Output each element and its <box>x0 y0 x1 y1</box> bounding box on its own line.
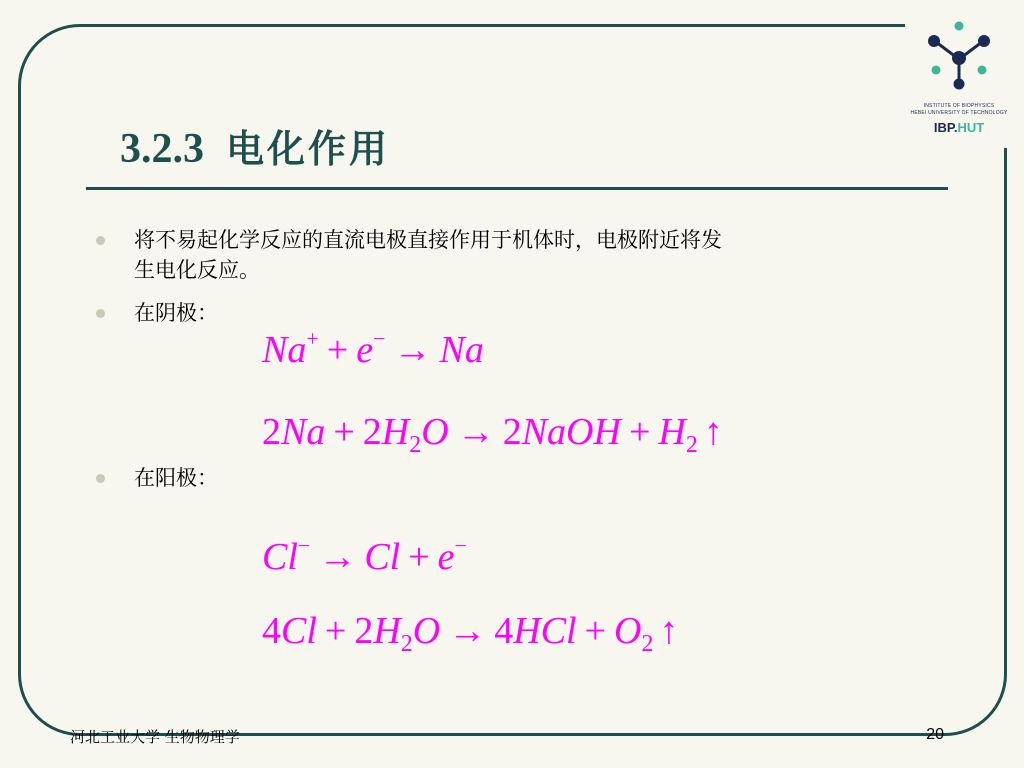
bullet-text-anode: 在阳极： <box>134 466 218 490</box>
eq-subscript: 2 <box>400 631 413 657</box>
eq-term: e <box>437 536 455 578</box>
bullet-line: 生电化反应。 <box>134 258 260 282</box>
eq-plus: + <box>408 536 430 578</box>
logo-brand-hut: HUT <box>957 120 985 135</box>
eq-term: O <box>412 610 441 652</box>
eq-term: O <box>421 411 449 453</box>
eq-term: H <box>658 411 686 453</box>
eq-subscript: 2 <box>641 631 654 657</box>
eq-plus: + <box>333 411 355 453</box>
eq-superscript: + <box>306 326 319 351</box>
eq-term: Cl <box>281 610 317 652</box>
eq-term: Na <box>262 329 307 371</box>
eq-plus: + <box>628 411 651 453</box>
eq-subscript: 2 <box>685 432 698 458</box>
eq-arrow: → <box>393 329 432 371</box>
gas-arrow-icon: ↑ <box>659 610 679 652</box>
title-text: 电化作用 <box>226 127 391 171</box>
footer-institution: 河北工业大学 生物物理学 <box>70 728 240 746</box>
title-number: 3.2.3 <box>120 126 204 172</box>
eq-subscript: 2 <box>409 432 422 458</box>
eq-coefficient: 2 <box>354 610 374 652</box>
eq-coefficient: 2 <box>362 411 382 453</box>
eq-coefficient: 2 <box>502 411 522 453</box>
eq-coefficient: 4 <box>494 610 514 652</box>
eq-superscript: − <box>297 533 311 558</box>
bullet-text-intro <box>134 225 722 285</box>
eq-term: NaOH <box>521 411 621 453</box>
logo-university-text: HEBEI UNIVERSITY OF TECHNOLOGY <box>910 110 1008 116</box>
bullet-text-cathode: 在阴极： <box>134 301 218 325</box>
bullet-dot <box>96 474 105 483</box>
eq-term: H <box>373 610 401 652</box>
eq-term: e <box>356 329 374 371</box>
bullet-line: 将不易起化学反应的直流电极直接作用于机体时，电极附近将发 <box>134 228 722 252</box>
logo-brand-ibp: IBP. <box>933 120 958 135</box>
eq-term: Cl <box>262 536 298 578</box>
page-number: 20 <box>926 726 944 743</box>
eq-coefficient: 4 <box>262 610 281 652</box>
eq-term: Na <box>439 329 484 371</box>
eq-arrow: → <box>318 536 357 578</box>
equation-anode-2 <box>262 609 679 657</box>
logo-institute-text: INSTITUTE OF BIOPHYSICS <box>923 103 995 109</box>
eq-plus: + <box>584 610 607 652</box>
eq-term: O <box>614 610 642 652</box>
eq-coefficient: 2 <box>262 411 281 453</box>
equation-cathode-2 <box>262 410 723 458</box>
eq-superscript: − <box>454 533 467 558</box>
slide-title <box>120 118 390 174</box>
eq-plus: + <box>324 610 347 652</box>
logo-brand <box>904 120 1014 135</box>
equation-anode-1 <box>262 535 467 579</box>
eq-arrow: → <box>448 610 487 652</box>
title-divider <box>86 187 948 190</box>
eq-superscript: − <box>373 326 386 351</box>
eq-term: HCl <box>513 610 577 652</box>
eq-term: H <box>381 411 410 453</box>
equation-cathode-1 <box>262 328 484 372</box>
eq-term: Cl <box>364 536 401 578</box>
bullet-dot <box>96 309 105 318</box>
bullet-dot <box>96 236 105 245</box>
gas-arrow-icon: ↑ <box>703 411 723 453</box>
eq-arrow: → <box>456 411 495 453</box>
eq-plus: + <box>326 329 349 371</box>
eq-term: Na <box>281 411 326 453</box>
